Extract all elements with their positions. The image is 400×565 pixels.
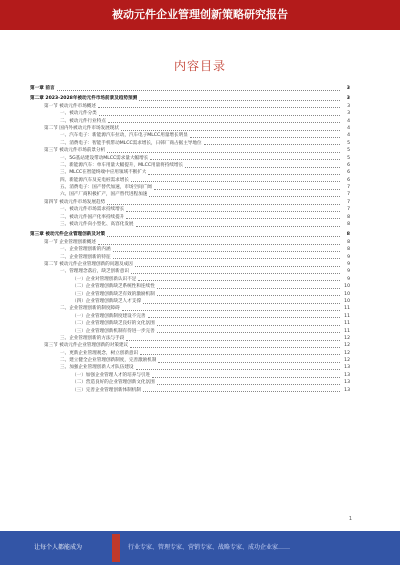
toc-entry-page: 9 [347,254,350,260]
toc-entry[interactable] [30,350,350,357]
toc-entry-page: 12 [344,350,350,356]
toc-entry-text: （二）企业管理创新缺乏系统性和连续性 [72,284,155,290]
toc-entry-page: 10 [344,291,350,297]
toc-entry-page: 11 [344,306,350,312]
toc-leader-dots [157,329,340,333]
toc-entry-page: 3 [347,103,350,109]
toc-entry-page: 7 [347,207,350,213]
toc-entry[interactable] [30,364,350,371]
toc-entry[interactable] [30,169,350,176]
footer-accent-bar [112,534,120,562]
toc-entry[interactable] [30,125,350,132]
toc-leader-dots [157,381,340,385]
toc-leader-dots [131,270,340,274]
toc-entry-text: 二、消费电子：智能手机带动MLCC需求增长，日韩厂商占据主导地位 [60,140,202,146]
toc-leader-dots [130,344,340,348]
toc-entry-text: 三、加强企业管理创新人才队伍建设 [60,365,134,371]
toc-entry[interactable] [30,276,350,283]
toc-entry[interactable] [30,118,350,125]
toc-entry[interactable] [30,177,350,184]
toc-leader-dots [149,193,340,197]
toc-entry-page: 4 [347,118,350,124]
toc-leader-dots [158,359,340,363]
toc-entry-page: 3 [347,111,350,117]
footer-tagline: 行业专家、管理专家、营销专家、战略专家、成功企业家…… [128,544,291,551]
toc-entry-page: 7 [347,192,350,198]
toc-entry-text: 第一章 前言 [30,86,55,91]
toc-entry[interactable] [30,328,350,335]
toc-leader-dots [157,292,340,296]
toc-entry-page: 7 [347,185,350,191]
toc-entry[interactable] [30,342,350,349]
toc-entry-page: 9 [347,261,350,267]
toc-entry-text: 五、消费电子：国产替代加速，市场空间广阔 [60,185,152,191]
toc-entry-text: 一、被动元件分类 [60,111,97,117]
toc-entry-text: 第二节 国内外被动元件市场发展现状 [44,125,119,131]
toc-leader-dots [140,351,340,355]
toc-leader-dots [138,277,340,281]
toc-entry-page: 5 [347,148,350,154]
toc-leader-dots [113,248,340,252]
toc-entry[interactable] [30,357,350,364]
toc-leader-dots [131,178,340,182]
toc-leader-dots [185,164,340,168]
toc-entry[interactable] [30,305,350,312]
toc-entry-text: 三、MLCC在智能终端中应用领域不断扩大 [60,170,147,176]
page-number: 1 [348,516,352,522]
toc-entry-page: 7 [347,199,350,205]
toc-entry-text: 二、企业管理创新的特征 [60,254,111,260]
toc-heading: 内容目录 [173,59,226,73]
toc-entry-text: 一、汽车电子：新能源汽车拉动，汽车电子MLCC用量增长明显 [60,133,188,139]
toc-entry-text: 一、5G基站建设带动MLCC需求量大幅增长 [60,155,149,161]
toc-entry-page: 6 [347,177,350,183]
toc-entry-page: 12 [344,335,350,341]
toc-leader-dots [98,241,340,245]
toc-entry[interactable] [30,283,350,290]
toc-entry[interactable] [30,140,350,147]
toc-leader-dots [98,104,340,108]
toc-entry[interactable] [30,246,350,253]
table-of-contents [30,85,350,394]
toc-leader-dots [148,171,340,175]
toc-entry[interactable] [30,221,350,228]
toc-entry-page: 10 [344,284,350,290]
toc-entry-text: （一）加强企业管理人才的培养与引进 [72,372,151,378]
toc-entry-page: 5 [347,155,350,161]
toc-entry-page: 9 [347,269,350,275]
toc-entry-page: 11 [344,321,350,327]
toc-entry-text: 一、管理理念落后，缺乏创新意识 [60,269,129,275]
toc-entry-text: 四、新能源汽车及充电桩需求增长 [60,177,129,183]
toc-entry-page: 11 [344,313,350,319]
toc-entry-text: （二）企业管理创新缺乏良好的文化氛围 [72,321,155,327]
toc-leader-dots [148,314,340,318]
toc-entry-text: 二、建立健全企业管理创新制度，完善激励机制 [60,358,157,364]
toc-entry-text: 第二章 2023-2028年被动元件市场前景及趋势预测 [30,96,138,102]
toc-entry-page: 13 [344,365,350,371]
toc-entry-page: 8 [347,239,350,245]
toc-leader-dots [126,337,340,341]
toc-entry[interactable] [30,291,350,298]
toc-entry[interactable] [30,110,350,117]
toc-entry-page: 6 [347,162,350,168]
toc-entry[interactable] [30,320,350,327]
toc-leader-dots [107,201,340,205]
toc-entry-page: 10 [344,298,350,304]
toc-entry[interactable] [30,372,350,379]
toc-leader-dots [152,374,340,378]
toc-entry-text: 第二节 被动元件企业管理创新的问题及成因 [44,261,133,267]
toc-entry[interactable] [30,206,350,213]
toc-leader-dots [126,215,340,219]
toc-entry-page: 12 [344,358,350,364]
toc-entry-page: 8 [347,247,350,253]
toc-leader-dots [121,127,340,131]
toc-entry[interactable] [30,268,350,275]
toc-leader-dots [143,388,340,392]
toc-entry[interactable] [30,199,350,206]
toc-leader-dots [157,285,340,289]
toc-leader-dots [122,307,340,311]
toc-entry[interactable] [30,231,350,238]
toc-entry-text: （四）企业管理创新缺乏人才支撑 [72,298,141,304]
toc-entry-text: 第一节 企业管理创新概述 [44,239,96,245]
toc-entry-text: 一、被动元件市场需求持续增长 [60,207,125,213]
footer-banner [0,531,400,565]
toc-entry[interactable] [30,147,350,154]
toc-leader-dots [99,112,340,116]
toc-leader-dots [157,322,340,326]
footer-slogan: 让每个人都能成为 [34,544,83,551]
toc-entry-text: （三）企业管理创新机制有待进一步完善 [72,328,155,334]
report-title: 被动元件企业管理创新策略研究报告 [0,0,400,30]
toc-entry-page: 13 [344,372,350,378]
toc-entry-text: （三）完善企业管理创新体制机制 [72,387,141,393]
toc-entry[interactable] [30,387,350,394]
toc-entry-text: 二、新能源汽车：单车用量大幅提升，MLCC用量将持续增长 [60,162,184,168]
toc-entry[interactable] [30,85,350,92]
toc-entry-page: 13 [344,387,350,393]
toc-entry-page: 9 [347,276,350,282]
toc-entry[interactable] [30,313,350,320]
toc-entry-page: 11 [344,328,350,334]
toc-leader-dots [108,119,340,123]
toc-entry[interactable] [30,184,350,191]
toc-entry-text: 三、企业管理创新的方法与手段 [60,335,125,341]
toc-entry-text: 六、国产厂商积极扩产，国产替代进程加速 [60,192,148,198]
toc-leader-dots [126,208,340,212]
toc-entry-text: 第三节 被动元件市场前景分析 [44,148,106,154]
toc-entry-page: 8 [346,232,350,238]
toc-entry-text: 第三章 被动元件企业管理创新及对策 [30,232,106,238]
toc-entry-text: 二、企业管理创新的制度障碍 [60,306,120,312]
toc-entry-text: 二、被动元件行业特点 [60,118,106,124]
toc-entry-text: 三、被动元件向小型化、高容化发展 [60,222,134,228]
toc-entry-page: 13 [344,380,350,386]
toc-leader-dots [57,87,340,91]
toc-entry-text: 第一节 被动元件市场概述 [44,103,96,109]
toc-leader-dots [190,134,340,138]
toc-entry-page: 5 [347,140,350,146]
toc-entry[interactable] [30,132,350,139]
toc-entry[interactable] [30,379,350,386]
toc-entry[interactable] [30,239,350,246]
toc-leader-dots [204,141,340,145]
toc-entry-page: 4 [347,125,350,131]
toc-entry[interactable] [30,191,350,198]
toc-entry-text: （一）企业管理创新制度建设不完善 [72,313,146,319]
toc-entry-text: 一、更新企业管理观念，树立创新意识 [60,350,139,356]
toc-leader-dots [136,223,340,227]
toc-entry[interactable] [30,254,350,261]
toc-entry-text: 第三节 被动元件企业管理创新的对策建议 [44,343,129,349]
toc-entry-page: 3 [346,86,350,91]
toc-entry-text: （二）营造良好的企业管理创新文化氛围 [72,380,155,386]
toc-entry[interactable] [30,261,350,268]
toc-entry[interactable] [30,155,350,162]
toc-entry-page: 8 [347,214,350,220]
toc-leader-dots [107,149,340,153]
toc-leader-dots [150,156,340,160]
toc-leader-dots [139,97,340,101]
toc-leader-dots [136,366,340,370]
toc-leader-dots [154,186,340,190]
toc-entry-page: 12 [344,343,350,349]
toc-entry[interactable] [30,95,350,102]
toc-entry[interactable] [30,335,350,342]
toc-entry-text: 一、企业管理创新的内涵 [60,247,111,253]
toc-entry-text: 二、被动元件国产化率持续提升 [60,214,125,220]
toc-leader-dots [113,255,340,259]
toc-leader-dots [135,263,340,267]
toc-entry-page: 6 [347,170,350,176]
toc-entry[interactable] [30,162,350,169]
toc-entry-text: （一）企业对管理创新认识不足 [72,276,137,282]
toc-entry-page: 8 [347,222,350,228]
toc-entry-page: 4 [347,133,350,139]
toc-entry-text: 第四节 被动元件市场发展趋势 [44,199,106,205]
toc-leader-dots [107,233,340,237]
toc-entry-page: 3 [346,96,350,102]
toc-leader-dots [143,300,340,304]
toc-entry-text: （三）企业管理创新缺乏有效的激励机制 [72,291,155,297]
toc-entry[interactable] [30,214,350,221]
toc-entry[interactable] [30,298,350,305]
toc-entry[interactable] [30,103,350,110]
